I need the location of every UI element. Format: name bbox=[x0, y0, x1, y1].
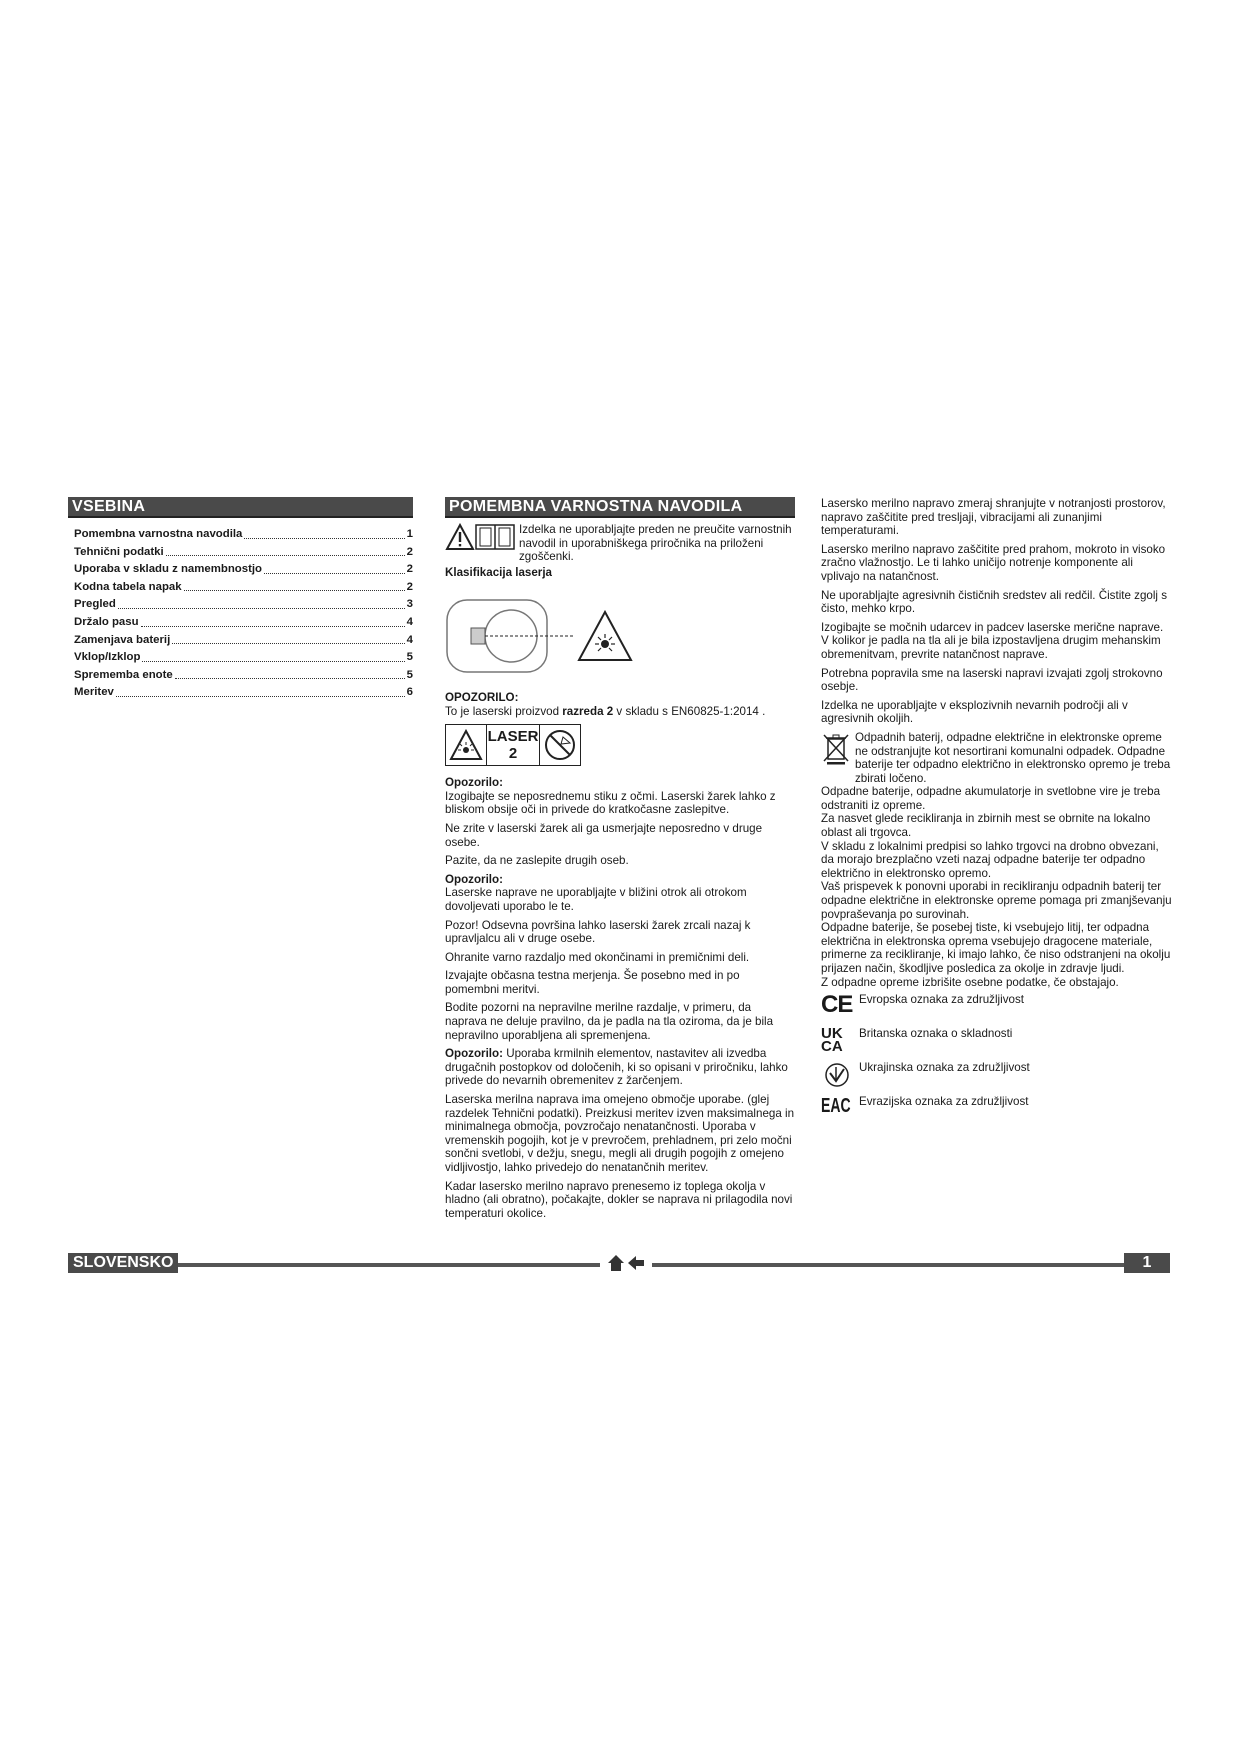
ua-mark-text: Ukrajinska oznaka za združljivost bbox=[859, 1061, 1030, 1075]
toc-column bbox=[68, 497, 413, 714]
laser-class-heading: Klasifikacija laserja bbox=[445, 565, 552, 579]
eac-mark-text: Evrazijska oznaka za združljivost bbox=[859, 1095, 1029, 1109]
toc-item[interactable]: Uporaba v skladu z namembnostjo 2 bbox=[74, 563, 413, 576]
care-paragraph: Lasersko merilno napravo zaščitite pred prahom, mokroto in visoko zračno vlažnostjo. Le ti lahko uničijo notrenje komponente ali vplivajo na natančnost. bbox=[821, 542, 1166, 583]
warning-triangle-icon bbox=[445, 523, 475, 551]
weee-text: Odpadnih baterij, odpadne električne in elektronske opreme ne odstranjujte kot nesortirani komunalni odpadek. Odpadne baterije ter odpadno električno in elektronsko opremo je treba zbirati ločeno. bbox=[855, 730, 1171, 785]
care-paragraph: Lasersko merilno napravo zmeraj shranjujte v notranjosti prostorov, napravo zaščitite pred tresljaji, vibracijami ali zunanjimi temperaturami. bbox=[821, 497, 1166, 538]
toc-item[interactable]: Sprememba enote 5 bbox=[74, 668, 413, 681]
safety-paragraph: Izogibajte se neposrednemu stiku z očmi. Laserski žarek lahko z bliskom obsije oči in privede do kratkočasne zaslepitve. bbox=[445, 789, 776, 817]
eac-mark-icon: EAC bbox=[821, 1095, 851, 1118]
toc-item[interactable]: Tehnični podatki 2 bbox=[74, 545, 413, 558]
home-arrow-icon[interactable] bbox=[606, 1253, 646, 1273]
care-paragraph: Izdelka ne uporabljajte v eksplozivnih nevarnih področji ali v agresivnih okoljih. bbox=[821, 698, 1128, 726]
safety-paragraph: Ohranite varno razdaljo med okončinami in premičnimi deli. bbox=[445, 950, 750, 964]
laser-device-diagram bbox=[445, 594, 665, 679]
safety-column bbox=[445, 497, 795, 1225]
ce-mark-row bbox=[821, 993, 1174, 1021]
ukca-mark-row bbox=[821, 1027, 1174, 1055]
disposal-text: Odpadne baterije, odpadne akumulatorje in svetlobne vire je treba odstraniti iz opreme. Za nasvet glede recikliranja in zbirnih mest se obrnite na lokalno oblast ali trgovca. V skladu z lokalnimi predpisi so lahko trgovci na drobno obvezani, da morajo brezplačno vzeti nazaj odpadne baterije ter odpadno električno in elektronsko opremo. Vaš prispevek k ponovni uporabi in recikliranju odpadnih baterij ter odpadne električne in elektronske opreme pomaga pri zmanjševanju povpraševanja po surovinah. Odpadne baterije, še posebej tiste, ki vsebujejo litij, ter odpadna električna in elektronska oprema vsebujejo dragocene materiale, primerne za recikliranje, ki imajo lahko, če niso odstranjeni na okolju prijazen način, škodljive posledica za okolje in zdravje ljudi. Z odpadne opreme izbrišite osebne podatke, če obstajajo. bbox=[821, 785, 1172, 989]
home-back-nav[interactable] bbox=[600, 1253, 652, 1273]
ua-mark-row bbox=[821, 1061, 1174, 1089]
weee-notice bbox=[821, 731, 1174, 785]
safety-paragraph: Pozor! Odsevna površina lahko laserski žarek zrcali nazaj k upravljalcu ali v druge osebe. bbox=[445, 918, 751, 946]
safety-paragraph: Bodite pozorni na nepravilne merilne razdalje, v primeru, da naprava ne deluje pravilno, da je padla na tla oziroma, da je bila nepravilno uporabljena ali spremenjena. bbox=[445, 1001, 774, 1042]
toc-title: VSEBINA bbox=[68, 497, 413, 518]
toc-item[interactable]: Držalo pasu 4 bbox=[74, 615, 413, 628]
ce-mark-icon: CE bbox=[821, 991, 853, 1019]
toc-item[interactable]: Meritev 6 bbox=[74, 686, 413, 699]
toc-item[interactable]: Pomembna varnostna navodila 1 bbox=[74, 528, 413, 540]
ukca-mark-text: Britanska oznaka o skladnosti bbox=[859, 1027, 1013, 1041]
care-column bbox=[821, 497, 1174, 1129]
laser-class-label bbox=[445, 724, 795, 766]
care-paragraph: Potrebna popravila sme na laserski napravi izvajati zgolj strokovno osebje. bbox=[821, 666, 1163, 694]
toc-list bbox=[68, 526, 413, 702]
safety-paragraph: Kadar lasersko merilno napravo prenesemo iz toplega okolja v hladno (ali obratno), počakajte, dokler se naprava ni prilagodila novi temperaturi okolice. bbox=[445, 1179, 793, 1220]
safety-paragraph: Laserske naprave ne uporabljajte v bližini otrok ali otrokom dovoljevati uporabo le te. bbox=[445, 886, 747, 913]
warning-heading: OPOZORILO: bbox=[445, 690, 519, 704]
warning-text: To je laserski proizvod razreda 2 v skladu s EN60825-1:2014 . bbox=[445, 704, 766, 718]
toc-item[interactable]: Kodna tabela napak 2 bbox=[74, 580, 413, 593]
laser-hazard-icon bbox=[445, 724, 487, 766]
safety-paragraph: Opozorilo: Uporaba krmilnih elementov, nastavitev ali izvedba drugačnih postopkov od določenih, ki so opisani v priročniku, lahko privede do nevarnih obremenitev z žarčenjem. bbox=[445, 1047, 788, 1088]
toc-item[interactable]: Pregled 3 bbox=[74, 598, 413, 611]
page-footer bbox=[68, 1253, 1170, 1273]
ukca-mark-icon: UK CA bbox=[821, 1025, 843, 1056]
caution-heading-2: Opozorilo: bbox=[445, 872, 503, 886]
laser-class-box: LASER 2 bbox=[487, 724, 539, 766]
safety-intro bbox=[445, 523, 795, 564]
crossed-bin-icon bbox=[821, 731, 851, 765]
toc-item[interactable]: Zamenjava baterij 4 bbox=[74, 633, 413, 646]
page-number: 1 bbox=[1124, 1253, 1170, 1273]
care-paragraph: Ne uporabljajte agresivnih čističnih sredstev ali redčil. Čistite zgolj s čisto, mehko krpo. bbox=[821, 588, 1168, 616]
safety-paragraph: Laserska merilna naprava ima omejeno območje uporabe. (glej razdelek Tehnični podatki). Preizkusi meritev izven maksimalnega in minimalnega območja, povzročajo nenatančnosti. Uporaba v vremenskih pogojih, kot je v prevročem, prehladnem, pri zelo močni sončni svetlobi, v dežju, snegu, megli ali drugih pogojih z omejeno vidljivostjo, lahko privedejo do nenatančnih meritev. bbox=[445, 1093, 795, 1174]
ce-mark-text: Evropska oznaka za združljivost bbox=[859, 993, 1024, 1007]
safety-paragraph: Ne zrite v laserski žarek ali ga usmerjajte neposredno v druge osebe. bbox=[445, 821, 763, 849]
manual-book-icon bbox=[475, 523, 515, 551]
care-paragraph: Izogibajte se močnih udarcev in padcev laserske merične naprave. V kolikor je padla na tla ali je bila izpostavljena drugim mehanskim obremenitvam, prevrite natančnost naprave. bbox=[821, 620, 1164, 661]
safety-title: POMEMBNA VARNOSTNA NAVODILA bbox=[445, 497, 795, 518]
toc-item[interactable]: Vklop/Izklop 5 bbox=[74, 651, 413, 664]
intro-text: Izdelka ne uporabljajte preden ne preučite varnostnih navodil in uporabniškega priročnika na priloženi zgoščenki. bbox=[519, 523, 792, 564]
ukrainian-mark-icon bbox=[821, 1061, 853, 1089]
no-stare-icon bbox=[539, 724, 581, 766]
caution-heading-1: Opozorilo: bbox=[445, 776, 503, 790]
safety-paragraph: Pazite, da ne zaslepite drugih oseb. bbox=[445, 854, 629, 868]
eac-mark-row bbox=[821, 1095, 1174, 1123]
safety-paragraph: Izvajajte občasna testna merjenja. Še posebno med in po pomembni meritvi. bbox=[445, 969, 740, 996]
footer-language: SLOVENSKO bbox=[68, 1253, 178, 1273]
